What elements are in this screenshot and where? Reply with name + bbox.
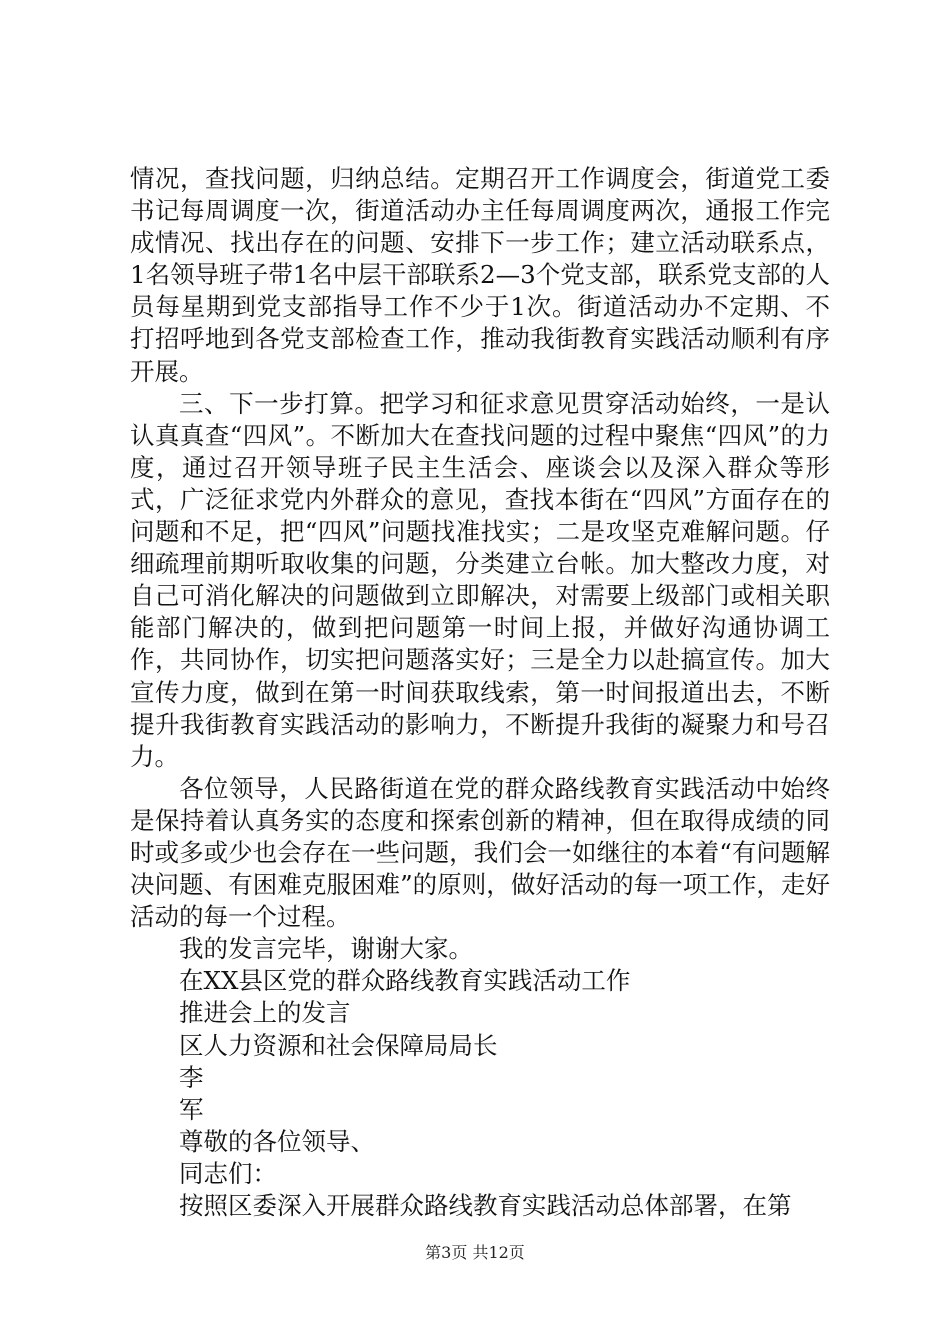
paragraph-conclusion: 各位领导，人民路街道在党的群众路线教育实践活动中始终是保持着认真务实的态度和探索创新的精神，但在取得成绩的同时或多或少也会存在一些问题，我们会一如继往的本着“有问题解决问题、有困难克服困难”的原则，做好活动的每一项工作，走好活动的每一个过程。: [130, 773, 830, 932]
salutation-line-1: 尊敬的各位领导、: [179, 1126, 375, 1156]
speaker-position: 区人力资源和社会保障局局长: [179, 1030, 498, 1060]
page-footer: 第3页 共12页: [425, 1243, 525, 1262]
speaker-given-name: 军: [179, 1094, 204, 1124]
opening-sentence: 按照区委深入开展群众路线教育实践活动总体部署，在第: [179, 1191, 792, 1220]
paragraph-next-steps: 三、下一步打算。把学习和征求意见贯穿活动始终，一是认认真真查“四风”。不断加大在查找问题的过程中聚焦“四风”的力度，通过召开领导班子民主生活会、座谈会以及深入群众等形式，广泛征求党内外群众的意见，查找本街在“四风”方面存在的问题和不足，把“四风”问题找准找实；二是攻坚克难解问题。仔细疏理前期听取收集的问题，分类建立台帐。加大整改力度，对自己可消化解决的问题做到立即解决，对需要上级部门或相关职能部门解决的，做到把问题第一时间上报，并做好沟通协调工作，共同协作，切实把问题落实好；三是全力以赴搞宣传。加大宣传力度，做到在第一时间获取线索，第一时间报道出去，不断提升我街教育实践活动的影响力，不断提升我街的凝聚力和号召力。: [130, 388, 830, 771]
document-body: [130, 163, 830, 1222]
speech-title-line-2: 推进会上的发言: [179, 998, 351, 1028]
closing-remark: 我的发言完毕，谢谢大家。: [179, 934, 473, 964]
speech-title-line-1: 在XX县区党的群众路线教育实践活动工作: [179, 966, 631, 996]
speaker-surname: 李: [179, 1062, 204, 1092]
paragraph-continuation: 情况，查找问题，归纳总结。定期召开工作调度会，街道党工委书记每周调度一次，街道活动办主任每周调度两次，通报工作完成情况、找出存在的问题、安排下一步工作；建立活动联系点，1名领导班子带1名中层干部联系2—3个党支部，联系党支部的人员每星期到党支部指导工作不少于1次。街道活动办不定期、不打招呼地到各党支部检查工作，推动我街教育实践活动顺利有序开展。: [130, 164, 830, 386]
salutation-line-2: 同志们：: [179, 1158, 277, 1188]
